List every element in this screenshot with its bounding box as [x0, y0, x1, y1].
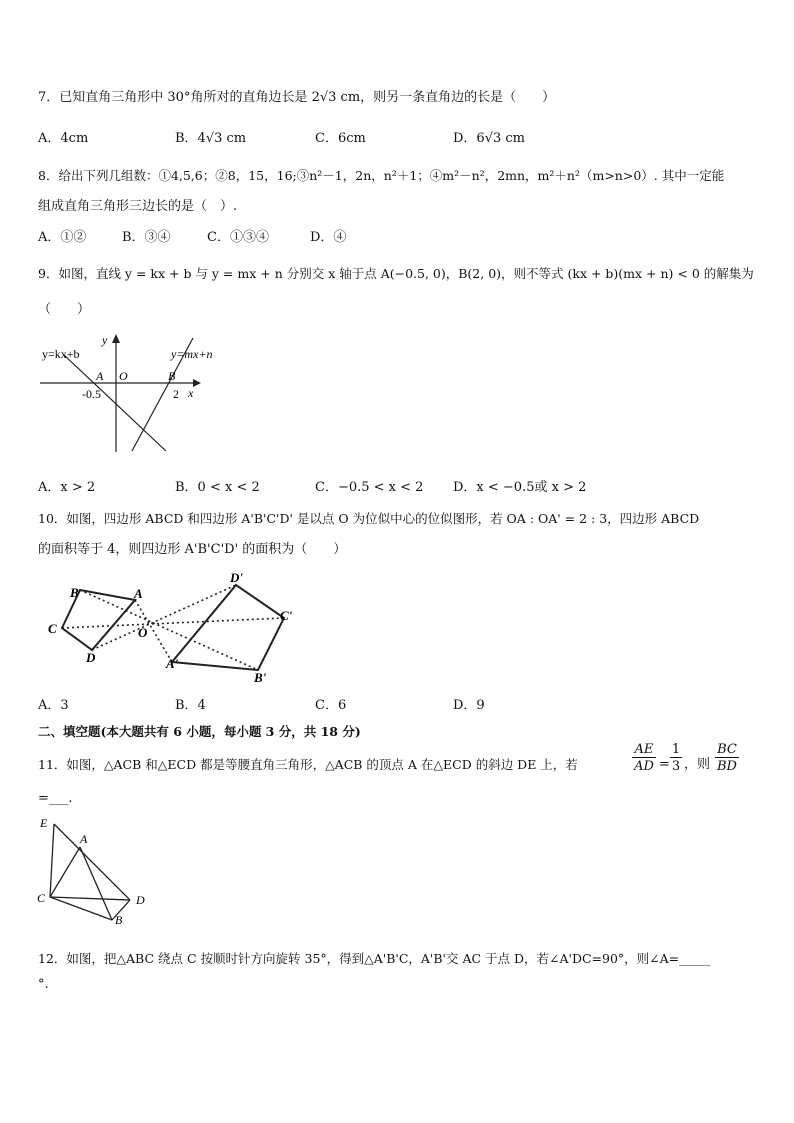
q10-stem-line2: 的面积等于 4，则四边形 A'B'C'D' 的面积为（ ）: [38, 542, 347, 557]
q11-label-a: A: [80, 832, 88, 846]
q11-fraction-bc-bd: [715, 742, 739, 775]
q7-option-d: D．6√3 cm: [453, 131, 525, 146]
section-2-title: 二、填空题(本大题共有 6 小题，每小题 3 分，共 18 分): [38, 724, 361, 739]
q10-figure: [40, 570, 302, 685]
q10-option-c: C．6: [315, 698, 347, 713]
q11-fraction-one-third: [670, 742, 682, 775]
q8-option-b: B．③④: [122, 230, 171, 245]
q7-option-b: B．4√3 cm: [175, 131, 247, 146]
q11-frac3-den: BD: [717, 759, 737, 774]
q11-blank: =___.: [38, 791, 73, 806]
q10-quad-abcd-prime: [172, 585, 284, 670]
q11-eq: =: [659, 757, 670, 772]
q9-label-o: O: [119, 369, 128, 383]
q10-label-b-prime: B': [254, 670, 267, 685]
q10-label-o: O: [138, 625, 148, 640]
q9-stem-line2: （ ）: [38, 302, 91, 317]
q11-frac2-den: 3: [671, 759, 681, 774]
q8-option-d: D．④: [310, 230, 347, 245]
q9-option-b: B．0 < x < 2: [175, 480, 260, 495]
q10-label-a: A: [134, 586, 143, 601]
q11-label-b: B: [115, 913, 123, 924]
q9-option-d: D．x < −0.5或 x > 2: [453, 480, 587, 495]
q9-label-kx-b: y=kx+b: [42, 347, 80, 361]
q11-frac2-num: 1: [671, 742, 681, 757]
q10-label-b: B: [70, 585, 79, 600]
q11-stem: 11．如图，△ACB 和△ECD 都是等腰直角三角形，△ACB 的顶点 A 在△ECD 的斜边 DE 上，若: [38, 757, 578, 772]
q7-option-c: C．6cm: [315, 131, 366, 146]
q10-label-d: D: [86, 650, 96, 665]
q10-label-d-prime: D': [230, 570, 243, 585]
q9-label-x: x: [188, 386, 194, 400]
q9-figure: [38, 330, 218, 460]
q11-fraction-ae-ad: [632, 742, 656, 775]
q12-stem-line2: °.: [38, 977, 49, 992]
q10-option-b: B．4: [175, 698, 206, 713]
q9-y-arrow: [112, 334, 120, 343]
q10-label-c: C: [48, 621, 57, 636]
q9-label-mx-n: y=mx+n: [171, 347, 213, 361]
q12-stem: 12．如图，把△ABC 绕点 C 按顺时针方向旋转 35°，得到△A'B'C，A'B'交 AC 于点 D，若∠A'DC=90°，则∠A=_____: [38, 951, 711, 966]
q11-frac1-num: AE: [632, 742, 656, 758]
q9-label-a: A: [96, 369, 104, 383]
q8-option-a: A．①②: [38, 230, 87, 245]
q7-stem: 7．已知直角三角形中 30°角所对的直角边长是 2√3 cm，则另一条直角边的长是（ ）: [38, 90, 556, 105]
q10-stem: 10．如图，四边形 ABCD 和四边形 A'B'C'D' 是以点 O 为位似中心的位似图形，若 OA : OA' = 2 : 3，四边形 ABCD: [38, 511, 700, 526]
q10-option-d: D．9: [453, 698, 485, 713]
q8-stem: 8．给出下列几组数：①4,5,6；②8，15，16;③n²－1，2n，n²＋1；④m²－n²，2mn，m²＋n²（m>n>0）. 其中一定能: [38, 168, 725, 183]
q7-option-a: A．4cm: [38, 131, 89, 146]
q10-label-a-prime: A': [166, 656, 179, 671]
q8-option-c: C．①③④: [207, 230, 269, 245]
q9-option-a: A．x > 2: [38, 480, 96, 495]
q8-stem-line2: 组成直角三角形三边长的是（ ）.: [38, 199, 238, 214]
q11-label-e: E: [40, 816, 48, 830]
q10-option-a: A．3: [38, 698, 69, 713]
q11-frac1-den: AD: [634, 759, 654, 774]
q9-stem: 9．如图，直线 y = kx + b 与 y = mx + n 分别交 x 轴于点 A(−0.5, 0)，B(2, 0)，则不等式 (kx + b)(mx + n) < 0 的解集为: [38, 266, 754, 281]
q9-x-arrow: [193, 379, 201, 387]
q11-then: ，则: [684, 757, 711, 772]
q11-label-d: D: [136, 893, 145, 907]
q9-label-y: y: [102, 333, 108, 347]
q11-label-c: C: [37, 891, 46, 905]
q9-label-b: B: [168, 369, 176, 383]
q9-line-kx-b: [64, 355, 166, 451]
q9-label-neg-half: -0.5: [82, 387, 101, 401]
q9-option-c: C．−0.5 < x < 2: [315, 480, 424, 495]
q9-label-two: 2: [173, 387, 179, 401]
q11-frac3-num: BC: [715, 742, 739, 758]
q10-diag-prime: [172, 585, 236, 662]
q11-figure: [32, 812, 157, 924]
q10-label-c-prime: C': [280, 608, 293, 623]
